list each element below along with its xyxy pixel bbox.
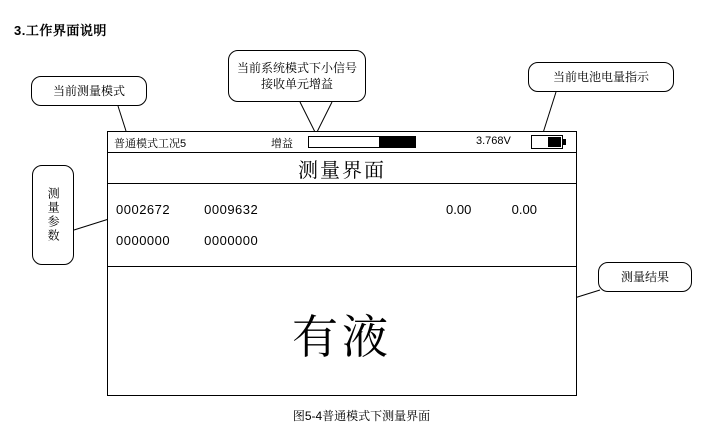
measurement-values-row: [446, 202, 574, 217]
callout-result: [598, 262, 692, 292]
battery-icon-fill: [548, 137, 562, 147]
gain-level-bar: [308, 136, 416, 148]
callout-gain-label: 当前系统模式下小信号接收单元增益: [236, 60, 357, 91]
callout-measure-mode-label: 当前测量模式: [52, 83, 125, 98]
measurement-value: 0.00: [446, 202, 472, 217]
screen-title-row: [108, 153, 576, 184]
section-heading: 3.工作界面说明: [14, 23, 107, 38]
battery-icon: [531, 135, 563, 149]
parameter-value: 0000000: [204, 233, 259, 248]
figure-caption: 图5-4普通模式下测量界面: [292, 409, 431, 423]
battery-voltage-text: 3.768V: [476, 135, 511, 147]
callout-battery: [528, 62, 674, 92]
parameter-value: 0000000: [116, 233, 171, 248]
callout-measure-mode: [31, 76, 147, 106]
callout-battery-label: 当前电池电量指示: [552, 69, 649, 84]
parameter-row: [116, 202, 288, 217]
result-area: [108, 267, 576, 394]
callout-params-label: 测量参数: [46, 187, 61, 243]
parameter-value: 0002672: [116, 202, 171, 217]
status-gain-label: 增益: [271, 138, 293, 150]
measurement-result-text: 有液: [292, 310, 392, 364]
screen-title: 测量界面: [298, 157, 386, 182]
device-screen: [107, 131, 577, 396]
parameter-value: 0009632: [204, 202, 259, 217]
measurement-value: 0.00: [511, 202, 537, 217]
callout-gain: [228, 50, 366, 102]
status-bar: [108, 132, 576, 153]
status-mode-text: 普通模式工况5: [114, 138, 187, 150]
callout-params: [32, 165, 74, 265]
gain-level-bar-fill: [379, 137, 415, 147]
battery-icon-tip: [563, 139, 566, 145]
parameter-area: [108, 184, 576, 267]
callout-result-label: 测量结果: [620, 269, 669, 284]
parameter-row: [116, 233, 288, 248]
